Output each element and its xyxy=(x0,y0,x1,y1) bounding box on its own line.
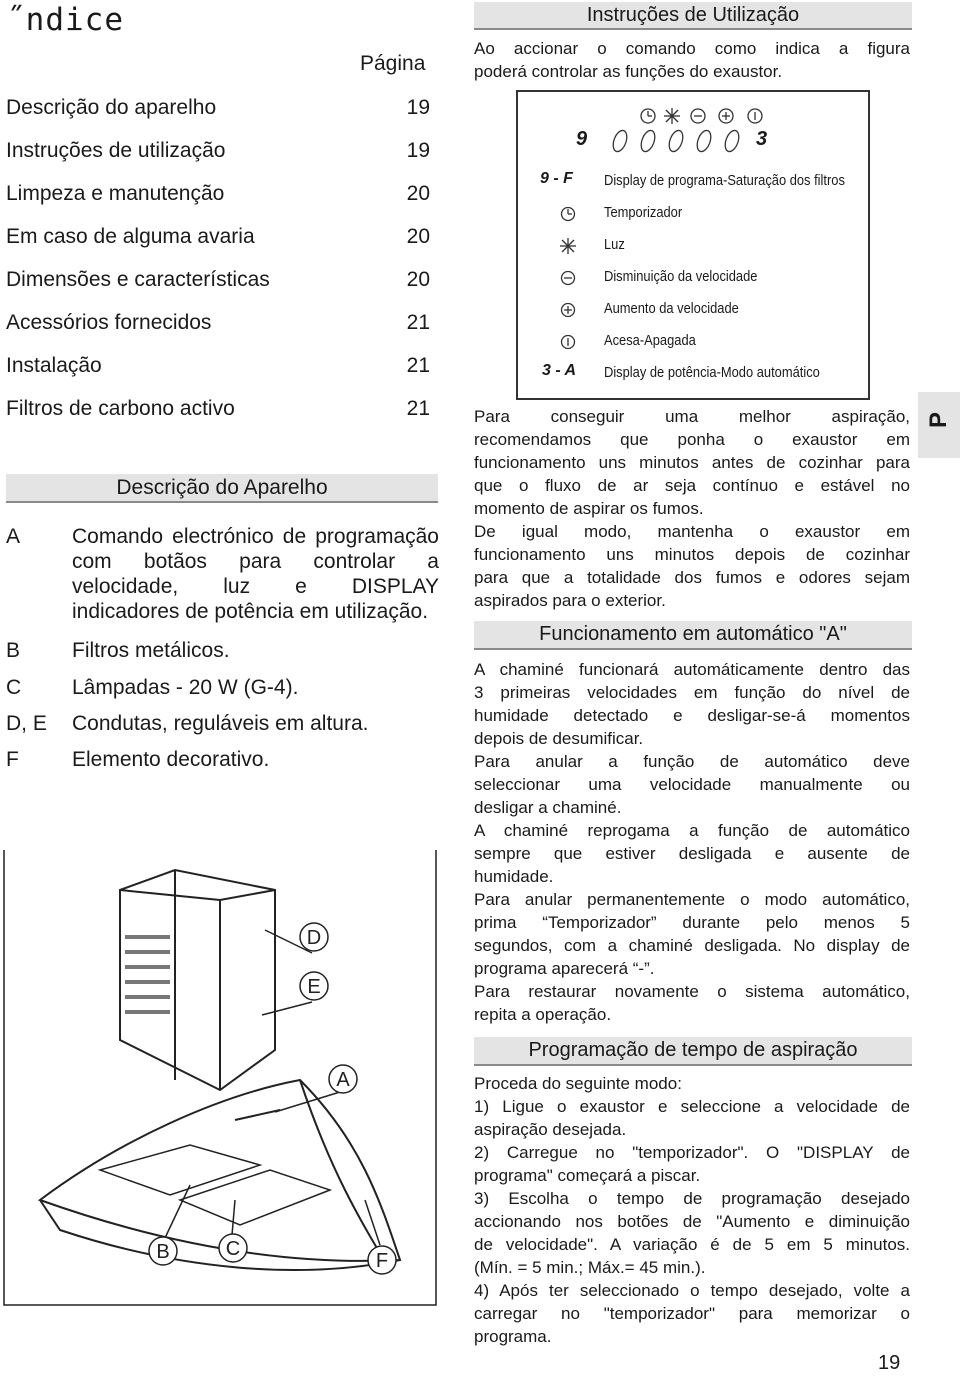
description-item-f xyxy=(0,748,440,776)
index-title: ˝ndice xyxy=(6,2,124,38)
body-line: (Mín. = 5 min.; Máx.= 45 min.). xyxy=(474,1258,706,1277)
item-line: com botãos para controlar a xyxy=(72,550,439,573)
toc-title: Dimensões e características xyxy=(6,268,270,291)
page-number: 19 xyxy=(878,1352,901,1374)
item-line: indicadores de potência em utilização. xyxy=(72,600,429,623)
toc-entry[interactable] xyxy=(6,354,430,384)
body-line: 2) Carregue no "temporizador". O "DISPLAY de xyxy=(474,1143,910,1162)
item-line: velocidade, luz e DISPLAY xyxy=(72,575,439,598)
description-item-c xyxy=(0,676,440,704)
description-item-de xyxy=(0,712,440,740)
callout-f: F xyxy=(375,1250,389,1272)
item-text: Elemento decorativo. xyxy=(72,748,270,771)
plus-icon xyxy=(560,302,576,318)
toc-title: Limpeza e manutenção xyxy=(6,182,225,205)
toc-page: 21 xyxy=(406,354,430,377)
body-line: Proceda do seguinte modo: xyxy=(474,1074,682,1093)
instructions-body xyxy=(474,405,910,612)
language-tab xyxy=(918,392,960,458)
toc-page: 19 xyxy=(406,139,430,162)
body-line: aspiração desejada. xyxy=(474,1120,627,1139)
panel-icon-row xyxy=(638,106,768,126)
auto-mode-body xyxy=(474,658,910,1026)
body-line: repita a operação. xyxy=(474,1005,612,1024)
body-line: Para anular permanentemente o modo automático, xyxy=(474,890,910,909)
callout-e: E xyxy=(307,976,321,998)
body-line: humidade detectado e desligar-se-á momentos xyxy=(474,706,910,725)
toc-page: 20 xyxy=(406,268,430,291)
toc-entry[interactable] xyxy=(6,268,430,298)
toc-entry[interactable] xyxy=(6,311,430,341)
body-line: Para anular a função de automático deve xyxy=(474,752,910,771)
intro-line: Ao accionar o comando como indica a figura xyxy=(474,39,910,58)
program-display: 9 xyxy=(576,128,588,150)
toc-title: Acessórios fornecidos xyxy=(6,311,212,334)
description-item-a xyxy=(0,525,440,635)
legend-label: Temporizador xyxy=(604,204,683,221)
toc-entry[interactable] xyxy=(6,139,430,169)
legend-label: Disminuição da velocidade xyxy=(604,268,758,285)
toc-entry[interactable] xyxy=(6,182,430,212)
item-text: Filtros metálicos. xyxy=(72,639,230,662)
minus-icon xyxy=(560,270,576,286)
body-line: programa" começará a piscar. xyxy=(474,1166,701,1185)
body-line: Para restaurar novamente o sistema automático, xyxy=(474,982,910,1001)
body-line: De igual modo, mantenha o exaustor em xyxy=(474,522,910,541)
item-text: Condutas, reguláveis em altura. xyxy=(72,712,369,735)
item-text: Lâmpadas - 20 W (G-4). xyxy=(72,676,299,699)
toc-title: Filtros de carbono activo xyxy=(6,397,235,420)
body-line: Para conseguir uma melhor aspiração, xyxy=(474,407,910,426)
power-display: 3 xyxy=(756,128,768,150)
timer-icon xyxy=(560,206,576,222)
body-line: aspirados para o exterior. xyxy=(474,591,666,610)
legend-symbol-display: 9 - F xyxy=(540,170,573,187)
panel-button-row xyxy=(608,128,748,154)
body-line: de velocidade". A variação é de 5 em 5 minutos. xyxy=(474,1235,910,1254)
light-icon xyxy=(664,108,680,124)
item-key: A xyxy=(6,525,21,548)
item-key: D, E xyxy=(6,712,47,735)
body-line: 4) Após ter seleccionado o tempo desejado, volte a xyxy=(474,1281,910,1300)
body-line: sempre que estiver desligada e ausente de xyxy=(474,844,910,863)
callout-d: D xyxy=(306,927,322,949)
toc-entry[interactable] xyxy=(6,96,430,126)
toc-title: Em caso de alguma avaria xyxy=(6,225,255,248)
body-line: recomendamos que ponha o exaustor em xyxy=(474,430,910,449)
hood-illustration xyxy=(0,840,440,1310)
toc-page: 21 xyxy=(406,311,430,334)
toc-page: 20 xyxy=(406,225,430,248)
instructions-intro xyxy=(474,37,910,83)
body-line: momento de aspirar os fumos. xyxy=(474,499,704,518)
instructions-heading: Instruções de Utilização xyxy=(474,2,912,30)
intro-line: poderá controlar as funções do exaustor. xyxy=(474,62,783,81)
body-line: A chaminé reprogama a função de automático xyxy=(474,821,910,840)
toc-entry[interactable] xyxy=(6,225,430,255)
toc-page: 20 xyxy=(406,182,430,205)
legend-symbol-display: 3 - A xyxy=(542,362,577,379)
toc-page: 19 xyxy=(406,96,430,119)
timer-programming-heading: Programação de tempo de aspiração xyxy=(474,1037,912,1066)
body-line: accionando nos botões de "Aumento e diminuição xyxy=(474,1212,910,1231)
body-line: que o fluxo de ar seja contínuo e estável no xyxy=(474,476,910,495)
body-line: humidade. xyxy=(474,867,554,886)
body-line: carregar no "temporizador" para memorizar o xyxy=(474,1304,910,1323)
description-item-b xyxy=(0,639,440,667)
body-line: 1) Ligue o exaustor e seleccione a velocidade de xyxy=(474,1097,910,1116)
item-key: C xyxy=(6,676,22,699)
body-line: depois de desumificar. xyxy=(474,729,644,748)
timer-programming-body xyxy=(474,1072,910,1348)
toc-page: 21 xyxy=(406,397,430,420)
body-line: para que a totalidade dos fumos e odores sejam xyxy=(474,568,910,587)
page-column-label: Página xyxy=(360,52,426,75)
toc-entry[interactable] xyxy=(6,397,430,427)
power-icon xyxy=(560,334,576,350)
auto-mode-heading: Funcionamento em automático "A" xyxy=(474,621,912,650)
description-heading: Descrição do Aparelho xyxy=(6,474,438,503)
body-line: programa. xyxy=(474,1327,552,1346)
body-line: funcionamento uns minutos depois de cozinhar xyxy=(474,545,910,564)
item-text xyxy=(72,525,439,625)
body-line: segundos, com a chaminé desligada. No display de xyxy=(474,936,910,955)
body-line: desligar a chaminé. xyxy=(474,798,622,817)
legend-label: Aumento da velocidade xyxy=(604,300,739,317)
legend-label: Acesa-Apagada xyxy=(604,332,696,349)
legend-label: Display de programa-Saturação dos filtros xyxy=(604,172,845,189)
callout-a: A xyxy=(336,1069,350,1091)
callout-b: B xyxy=(156,1241,170,1263)
callout-c: C xyxy=(225,1238,241,1260)
toc-title: Instalação xyxy=(6,354,102,377)
toc-title: Instruções de utilização xyxy=(6,139,226,162)
item-key: F xyxy=(6,748,19,771)
legend-label: Display de potência-Modo automático xyxy=(604,364,820,381)
body-line: funcionamento uns minutos antes de cozinhar para xyxy=(474,453,910,472)
item-line: Comando electrónico de programação xyxy=(72,525,439,548)
light-icon xyxy=(560,238,576,254)
body-line: programa aparecerá “-”. xyxy=(474,959,655,978)
body-line: 3 primeiras velocidades em função do nível de xyxy=(474,683,910,702)
body-line: seleccionar uma velocidade manualmente ou xyxy=(474,775,910,794)
body-line: 3) Escolha o tempo de programação desejado xyxy=(474,1189,910,1208)
legend-label: Luz xyxy=(604,236,625,253)
body-line: prima “Temporizador” durante pelo menos 5 xyxy=(474,913,910,932)
control-panel-diagram xyxy=(516,90,870,400)
body-line: A chaminé funcionará automáticamente dentro das xyxy=(474,660,910,679)
toc-title: Descrição do aparelho xyxy=(6,96,217,119)
language-tab-label: P xyxy=(925,412,952,429)
item-key: B xyxy=(6,639,21,662)
